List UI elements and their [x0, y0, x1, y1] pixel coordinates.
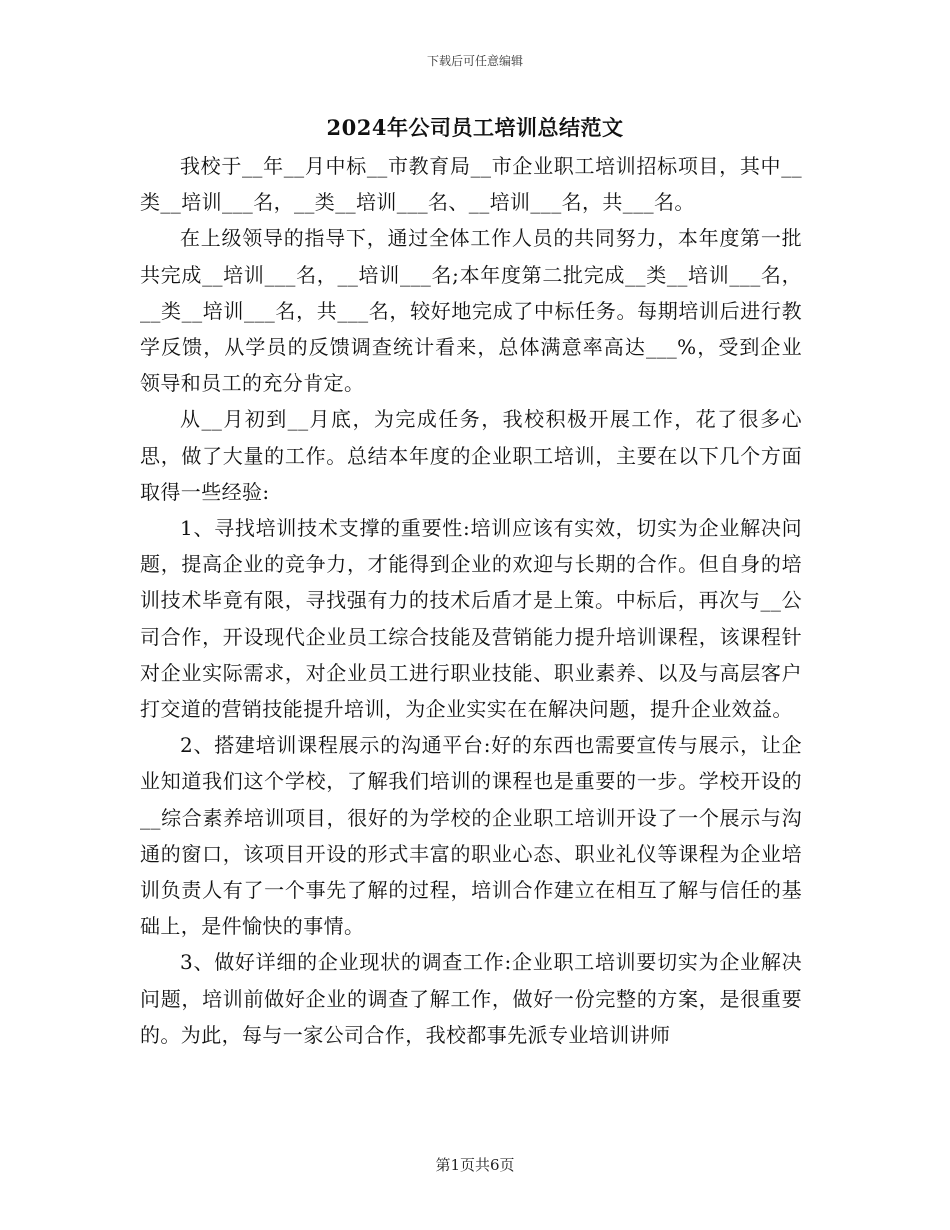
paragraph: 1、寻找培训技术支撑的重要性:培训应该有实效，切实为企业解决问题，提高企业的竞争力，才能得到企业的欢迎与长期的合作。但自身的培训技术毕竟有限，寻找强有力的技术后盾才是上策。中标后，再次与__公司合作，开设现代企业员工综合技能及营销能力提升培训课程，该课程针对企业实际需求，对企业员工进行职业技能、职业素养、以及与高层客户打交道的营销技能提升培训，为企业实实在在解决问题，提升企业效益。 [140, 516, 802, 722]
paragraph: 3、做好详细的企业现状的调查工作:企业职工培训要切实为企业解决问题，培训前做好企业的调查了解工作，做好一份完整的方案，是很重要的。为此，每与一家公司合作，我校都事先派专业培训讲师 [140, 950, 802, 1047]
document-title: 2024年公司员工培训总结范文 [326, 115, 624, 140]
paragraph: 在上级领导的指导下，通过全体工作人员的共同努力，本年度第一批共完成__培训___名，__培训___名;本年度第二批完成__类__培训___名，__类__培训___名，共___名，较好地完成了中标任务。每期培训后进行教学反馈，从学员的反馈调查统计看来，总体满意率高达___%，受到企业领导和员工的充分肯定。 [140, 226, 802, 396]
page-footer: 第1页共6页 [435, 1156, 515, 1174]
header-note: 下载后可任意编辑 [426, 54, 523, 68]
document-body [140, 148, 802, 1053]
paragraph: 从__月初到__月底，为完成任务，我校积极开展工作，花了很多心思，做了大量的工作。总结本年度的企业职工培训，主要在以下几个方面取得一些经验: [140, 407, 802, 504]
paragraph: 2、搭建培训课程展示的沟通平台:好的东西也需要宣传与展示，让企业知道我们这个学校，了解我们培训的课程也是重要的一步。学校开设的__综合素养培训项目，很好的为学校的企业职工培训开设了一个展示与沟通的窗口，该项目开设的形式丰富的职业心态、职业礼仪等课程为企业培训负责人有了一个事先了解的过程，培训合作建立在相互了解与信任的基础上，是件愉快的事情。 [140, 733, 802, 939]
paragraph: 我校于__年__月中标__市教育局__市企业职工培训招标项目，其中__类__培训___名，__类__培训___名、__培训___名，共___名。 [140, 154, 802, 215]
